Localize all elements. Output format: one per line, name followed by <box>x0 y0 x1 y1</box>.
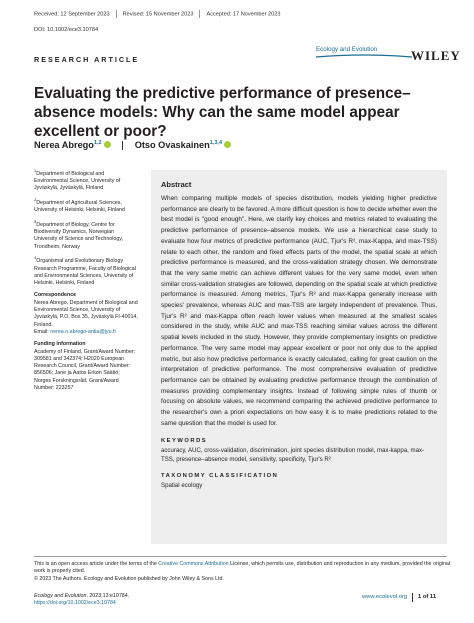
publication-dates <box>34 10 281 18</box>
author-name[interactable]: Nerea Abrego <box>34 140 94 151</box>
taxonomy-heading: TAXONOMY CLASSIFICATION <box>161 473 279 480</box>
affiliation <box>34 167 138 193</box>
license-text: This is an open access article under the terms of the <box>34 561 159 567</box>
correspondence-heading: Correspondence <box>34 292 77 299</box>
affiliation-number: 1 <box>34 168 37 173</box>
received-date: Received: 12 September 2023 <box>34 11 110 18</box>
date-separator <box>199 10 200 18</box>
affiliation-text: Department of Agricultural Sciences, University of Helsinki, Helsinki, Finland <box>34 199 125 214</box>
license-link[interactable]: Creative Commons Attribution <box>158 561 229 567</box>
citation <box>34 593 129 608</box>
affiliation <box>34 196 138 214</box>
license-text: License, which permits use, distribution and reproduction in any medium, provided the original work is properly cited. <box>34 561 451 575</box>
affiliation-text: Organismal and Evolutionary Biology Research Programme, Faculty of Biological and Environmental Sciences, University of Helsinki, Helsinki, Finland <box>34 258 136 287</box>
article-title: Evaluating the predictive performance of presence–absence models: Why can the same model appear excellent or poor? <box>34 85 411 140</box>
revised-date: Revised: 15 November 2023 <box>122 11 194 18</box>
citation-doi-link[interactable]: https://doi.org/10.1002/ece3.10784 <box>34 600 116 607</box>
email-link[interactable]: nerea.n.abrego-antia@jyu.fi <box>50 328 116 335</box>
affiliation-number: 4 <box>34 255 37 261</box>
affiliation-text: Department of Biological and Environmental Science, University of Jyväskylä, Jyväskylä, Finland <box>34 170 121 192</box>
funding-text: Academy of Finland, Grant/Award Number: 309581 and 342374; H2020 European Research Council, Grant/Award Number: 856506; Jane ja Aatos Erkon Säätiö; Norges Forskningsråd, Grant/Award Number: 223257 <box>34 348 136 391</box>
doi[interactable]: DOI: 10.1002/ece3.10784 <box>34 27 99 33</box>
footer-divider <box>34 556 447 557</box>
abstract-box <box>151 170 447 544</box>
journal-logo-swoosh-icon <box>316 54 412 59</box>
abstract-text: When comparing multiple models of species distribution, models yielding higher predictive performance are clearly to be favored. A more difficult question is how to decide whether even the best model is "good enough". Here, we clarify key choices and metrics related to evaluating the predictive performance of presence–absence models. We use a hierarchical case study to evaluate how four metrics of predictive performance (AUC, Tjur's R², max-Kappa, and max-TSS) relate to each other, the random and fixed effects parts of the model, the spatial scale at which predictive performance is measured, and the cross-validation strategy chosen. We demonstrate that the very same metric can achieve different values for the very same model, even when similar cross-validation strategies are followed, depending on the spatial scale at which predictive performance is measured. Among metrics, Tjur's R² and max-Kappa generally increase with species' prevalence, whereas AUC and max-TSS are largely independent of prevalence. Thus, Tjur's R² and max-Kappa often reach lower values when measured at the smallest scales considered in the study, while AUC and max-TSS reaching similar values across the different spatial levels included in the study. However, they provide complementary insights on predictive performance. The very same model may appear excellent or poor not only due to the applied metric, but also how predictive performance is exactly calculated, calling for great caution on the interpretation of predictive performance. The most comprehensive evaluation of predictive performance can be obtained by evaluating predictive performance through the combination of measures providing complementary insights. Instead of following simple rules of thumb or focusing on absolute values, we recommend comparing the achieved predictive performance to the researcher's own a priori expectations on how easy it is to make predictions related to the same question that the model is used for. <box>161 195 437 427</box>
correspondence-text <box>34 300 138 336</box>
affiliation-number: 3 <box>34 219 37 225</box>
abstract-heading: Abstract <box>161 180 192 189</box>
affiliation <box>34 218 138 251</box>
taxonomy-text: Spatial ecology <box>161 482 203 490</box>
date-separator <box>116 10 117 18</box>
author-affiliation-ref: 1,3,4 <box>209 140 222 146</box>
keywords-text: accuracy, AUC, cross-validation, discrimination, joint species distribution model, max-kappa, max-TSS, presence–absence model, sensitivity, specificity, Tjur's R² <box>161 447 425 464</box>
affiliation-number: 2 <box>34 197 37 203</box>
affiliation <box>34 254 138 287</box>
footer-separator <box>412 593 413 602</box>
citation-volume: . 2023;13:e10784. <box>86 593 130 599</box>
article-type: RESEARCH ARTICLE <box>34 55 140 64</box>
author-affiliation-ref: 1,2 <box>93 140 102 146</box>
journal-logo: Ecology and Evolution <box>316 46 378 53</box>
keywords-heading: KEYWORDS <box>161 438 208 445</box>
accepted-date: Accepted: 17 November 2023 <box>206 11 281 18</box>
copyright-text: © 2023 The Authors. Ecology and Evolution published by John Wiley & Sons Ltd. <box>34 575 224 582</box>
email-label: Email: <box>34 328 49 335</box>
article-sidebar <box>34 167 138 392</box>
funding-heading: Funding information <box>34 341 86 348</box>
license-notice <box>34 561 454 583</box>
orcid-icon[interactable] <box>224 141 231 148</box>
author-name[interactable]: Otso Ovaskainen <box>134 140 210 151</box>
correspondence-address: Nerea Abrego, Department of Biological and Environmental Science, University of Jyväskylä, P.O. Box 35, Jyväskylä FI-40014, Finland. <box>34 299 138 328</box>
affiliation-text: Department of Biology, Centre for Biodiversity Dynamics, Norwegian University of Science and Technology, Trondheim, Norway <box>34 221 124 250</box>
author-list <box>34 140 231 150</box>
publisher-logo: WILEY <box>411 48 461 63</box>
citation-journal: Ecology and Evolution <box>34 593 87 599</box>
author-separator <box>122 141 123 150</box>
orcid-icon[interactable] <box>104 141 111 148</box>
page-number: 1 of 11 <box>418 594 437 600</box>
journal-url-link[interactable]: www.ecolevol.org <box>362 594 408 600</box>
